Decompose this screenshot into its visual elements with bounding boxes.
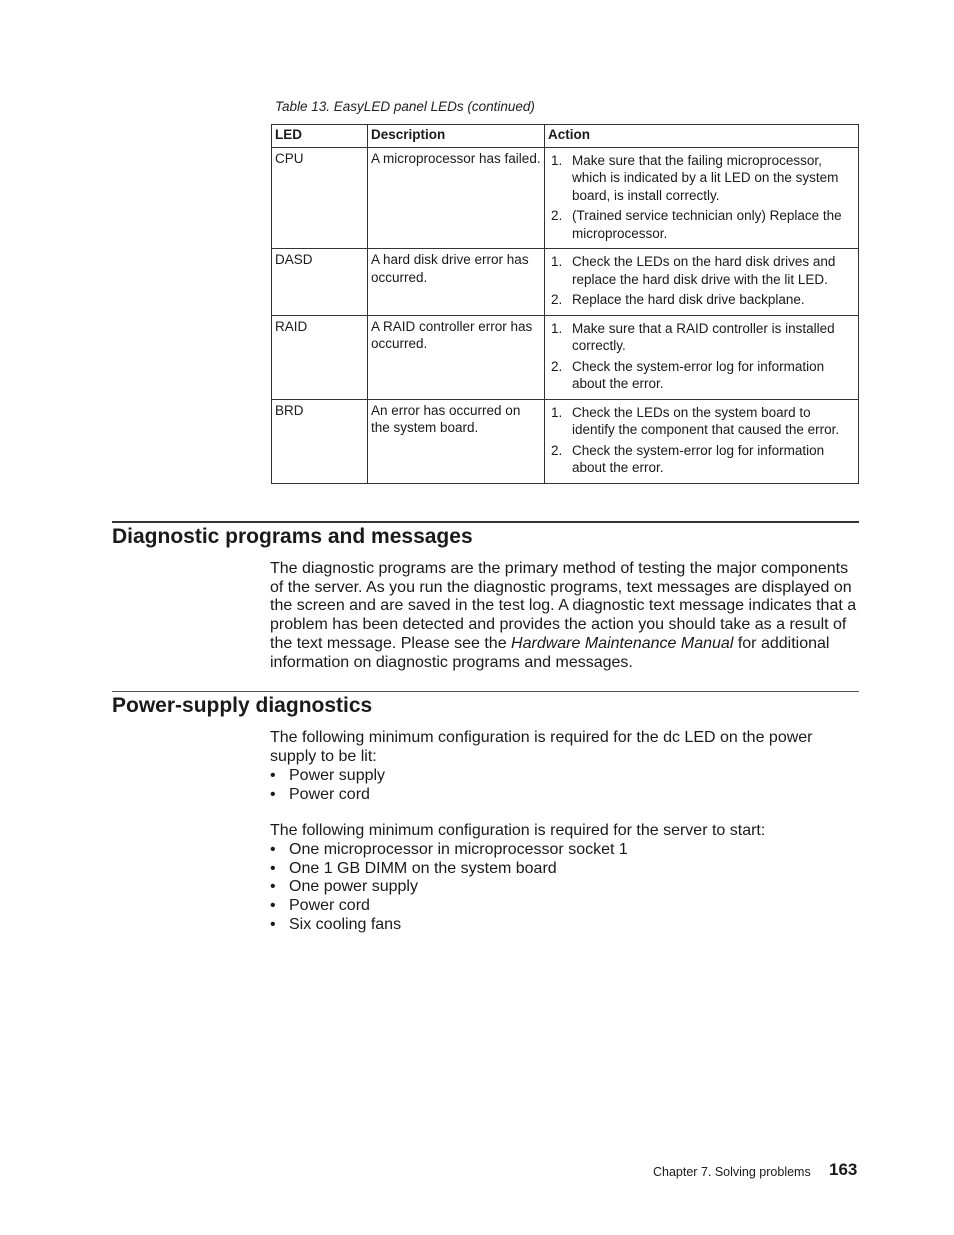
table-row: [272, 315, 859, 399]
action-text: Make sure that a RAID controller is installed correctly.: [572, 320, 835, 353]
power-led-requirements-list: [270, 767, 385, 804]
bullet-icon: •: [270, 767, 276, 784]
action-text: Replace the hard disk drive backplane.: [572, 292, 805, 307]
list-item-text: Power cord: [289, 897, 370, 915]
action-number: 1.: [551, 404, 563, 420]
header-action: Action: [545, 125, 859, 148]
list-item-text: Power cord: [289, 785, 370, 803]
bullet-icon: •: [270, 915, 276, 933]
table-row: [272, 147, 859, 249]
diagnostic-paragraph: [270, 560, 862, 672]
list-item-text: One 1 GB DIMM on the system board: [289, 859, 557, 877]
action-cell: [545, 399, 859, 483]
description-cell: A RAID controller error has occurred.: [368, 315, 545, 399]
action-list: [548, 404, 855, 477]
action-text: Make sure that the failing microprocessor, which is indicated by a lit LED on the system board, is install correctly.: [572, 152, 839, 203]
list-item: [270, 878, 628, 897]
action-list: [548, 152, 855, 243]
led-cell: CPU: [272, 147, 368, 249]
list-item-text: Six cooling fans: [289, 915, 402, 933]
list-item-text: One microprocessor in microprocessor socket 1: [289, 841, 628, 858]
action-item: [548, 358, 855, 393]
bullet-icon: •: [270, 841, 276, 858]
action-list: [548, 253, 855, 309]
action-item: [548, 291, 855, 309]
action-text: Check the system-error log for information about the error.: [572, 358, 825, 391]
action-number: 2.: [551, 208, 563, 223]
action-cell: [545, 315, 859, 399]
list-item: [270, 916, 628, 935]
action-item: [548, 152, 855, 205]
page-number: 163: [829, 1160, 858, 1179]
bullet-icon: •: [270, 785, 276, 803]
list-item: [270, 767, 385, 786]
action-item: [548, 404, 855, 439]
power-intro-1: The following minimum configuration is required for the dc LED on the power supply to be lit:: [270, 729, 813, 765]
section-heading-power-supply: Power-supply diagnostics: [112, 694, 373, 717]
bullet-icon: •: [270, 897, 276, 915]
action-item: [548, 207, 855, 242]
table-caption: Table 13. EasyLED panel LEDs (continued): [275, 99, 535, 114]
action-number: 1.: [551, 254, 563, 269]
action-text: Check the LEDs on the hard disk drives and replace the hard disk drive with the lit LED.: [572, 254, 836, 287]
list-item-text: Power supply: [289, 767, 386, 784]
action-item: [548, 253, 855, 288]
footer-chapter: Chapter 7. Solving problems: [653, 1165, 811, 1179]
bullet-icon: •: [270, 859, 276, 877]
list-item: [270, 786, 385, 805]
header-led: LED: [272, 125, 368, 148]
action-text: Check the LEDs on the system board to identify the component that caused the error.: [572, 404, 840, 437]
led-cell: BRD: [272, 399, 368, 483]
diagnostic-text: The diagnostic programs are the primary method of testing the major components of the server. As you run the diagnostic programs, text messages are displayed on the screen and are saved in the test log. A diagnostic text message indicates that a problem has been detected and provides the action you should take as a result of the text message. Please see the: [270, 560, 857, 652]
table-row: [272, 399, 859, 483]
action-number: 1.: [551, 320, 563, 336]
action-text: Check the system-error log for information about the error.: [572, 442, 825, 475]
table-row: [272, 249, 859, 316]
power-intro-2: The following minimum configuration is required for the server to start:: [270, 822, 766, 839]
section-heading-diagnostic: Diagnostic programs and messages: [112, 525, 473, 548]
action-item: [548, 320, 855, 355]
easyled-table: [271, 124, 859, 484]
table-header-row: [272, 125, 859, 148]
led-cell: RAID: [272, 315, 368, 399]
header-description: Description: [368, 125, 545, 148]
action-number: 2.: [551, 292, 563, 307]
section-divider: [112, 691, 859, 692]
action-item: [548, 442, 855, 477]
diagnostic-text-end: for additional information on diagnostic programs and messages.: [270, 634, 830, 671]
description-cell: A microprocessor has failed.: [368, 147, 545, 249]
list-item: [270, 897, 628, 916]
list-item: [270, 860, 628, 879]
bullet-icon: •: [270, 878, 276, 896]
action-cell: [545, 249, 859, 316]
action-number: 2.: [551, 358, 563, 374]
manual-title: Hardware Maintenance Manual: [511, 634, 734, 652]
led-cell: DASD: [272, 249, 368, 316]
description-cell: An error has occurred on the system board.: [368, 399, 545, 483]
list-item: [270, 841, 628, 860]
action-text: (Trained service technician only) Replace the microprocessor.: [572, 208, 842, 241]
action-number: 2.: [551, 442, 563, 458]
action-list: [548, 320, 855, 393]
server-start-requirements-list: [270, 841, 628, 935]
list-item-text: One power supply: [289, 878, 418, 896]
description-cell: A hard disk drive error has occurred.: [368, 249, 545, 316]
section-divider: [112, 521, 859, 523]
action-cell: [545, 147, 859, 249]
action-number: 1.: [551, 152, 563, 168]
